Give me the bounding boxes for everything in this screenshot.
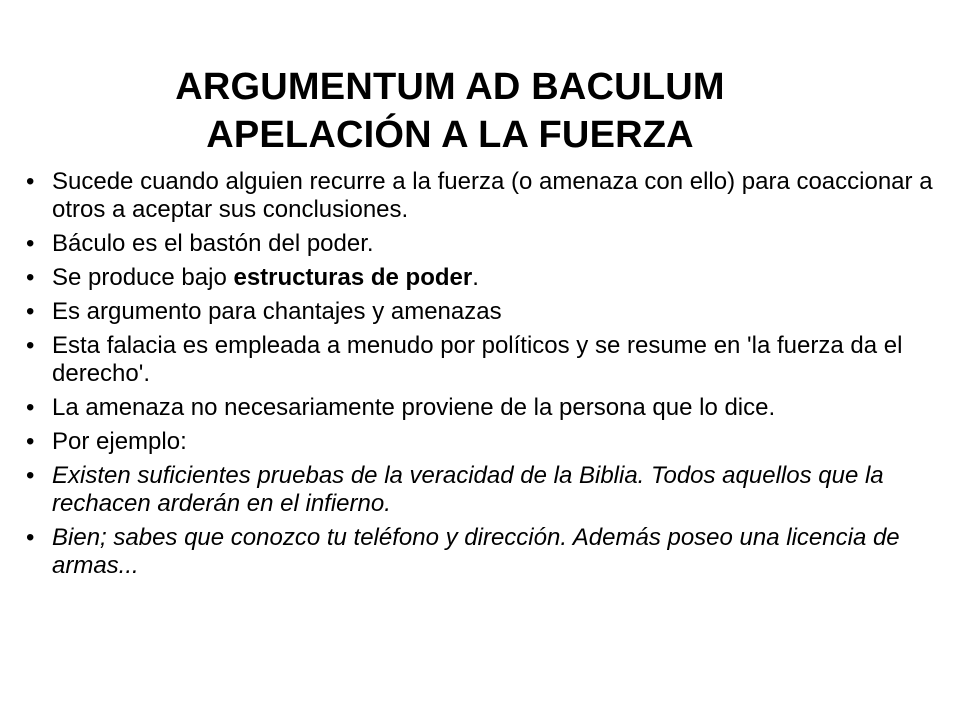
bullet-text: Esta falacia es empleada a menudo por políticos y se resume en 'la fuerza da el derecho'. — [52, 332, 903, 387]
bullet-item — [22, 428, 942, 456]
bullet-icon: • — [26, 394, 35, 421]
bullet-item — [22, 332, 942, 388]
bullet-item-example — [22, 462, 942, 518]
bullet-icon: • — [26, 298, 35, 325]
bullet-icon: • — [26, 332, 35, 359]
bullet-item — [22, 264, 942, 292]
bullet-item — [22, 394, 942, 422]
bullet-item — [22, 168, 942, 224]
bullet-icon: • — [26, 230, 35, 257]
bullet-icon: • — [26, 524, 35, 551]
bullet-item — [22, 230, 942, 258]
bullet-text-before: Se produce bajo — [52, 264, 234, 291]
bullet-item-example — [22, 524, 942, 580]
bullet-item — [22, 298, 942, 326]
slide-title — [30, 63, 870, 159]
example-text: Existen suficientes pruebas de la veracidad de la Biblia. Todos aquellos que la rechacen arderán en el infierno. — [52, 462, 884, 517]
bullet-text: Es argumento para chantajes y amenazas — [52, 298, 502, 325]
bullet-text-after: . — [472, 264, 479, 291]
title-line-2: APELACIÓN A LA FUERZA — [206, 114, 694, 157]
bullet-text: Sucede cuando alguien recurre a la fuerza (o amenaza con ello) para coaccionar a otros a aceptar sus conclusiones. — [52, 168, 933, 223]
bullet-icon: • — [26, 428, 35, 455]
bullet-icon: • — [26, 264, 35, 291]
example-text: Bien; sabes que conozco tu teléfono y dirección. Además poseo una licencia de armas... — [52, 524, 900, 579]
bullet-icon: • — [26, 168, 35, 195]
title-line-1: ARGUMENTUM AD BACULUM — [175, 66, 725, 109]
bullet-text: Báculo es el bastón del poder. — [52, 230, 374, 257]
bullet-text: Por ejemplo: — [52, 428, 187, 455]
bullet-icon: • — [26, 462, 35, 489]
bullet-text-bold: estructuras de poder — [233, 264, 473, 291]
bullet-text: La amenaza no necesariamente proviene de la persona que lo dice. — [52, 394, 776, 421]
bullet-list — [22, 168, 942, 586]
